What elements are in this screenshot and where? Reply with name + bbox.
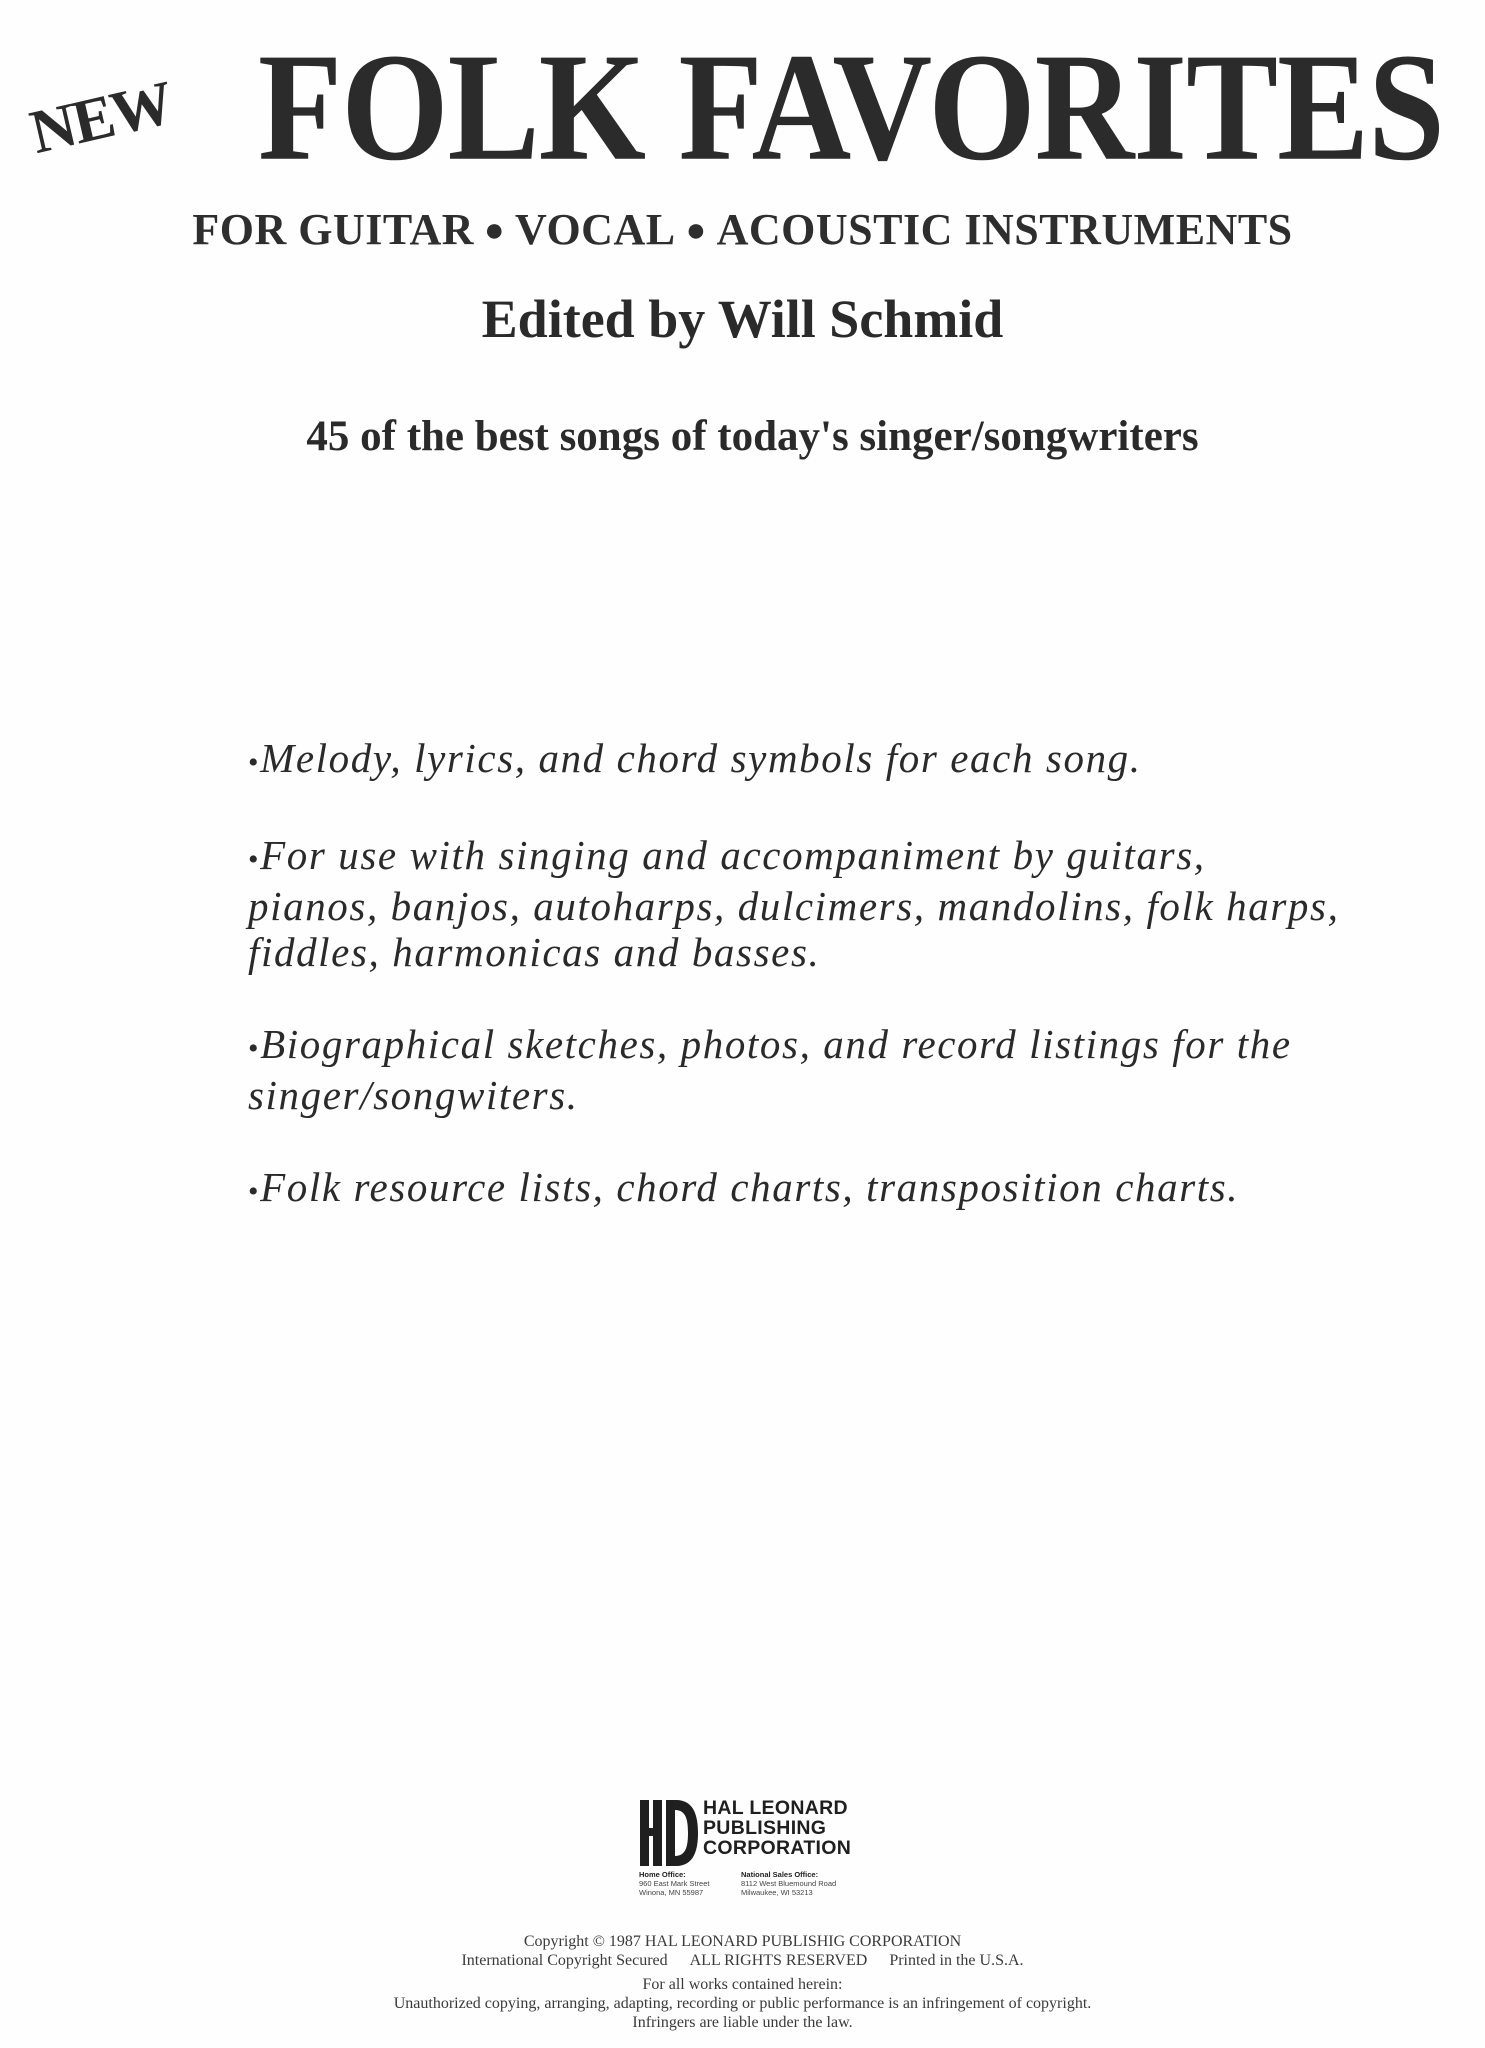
bullet-icon: •	[248, 843, 261, 876]
feature-item	[248, 1164, 1348, 1215]
hal-leonard-logo-icon	[636, 1798, 700, 1870]
copyright-line: Copyright © 1987 HAL LEONARD PUBLISHIG CORPORATION	[523, 1933, 962, 1950]
copyright-line: For all works contained herein:	[642, 1976, 843, 1993]
bullet-separator: ●	[685, 212, 707, 249]
office-label: National Sales Office:	[741, 1870, 819, 1879]
title-prefix: NEW	[24, 68, 179, 168]
subtitle-item: ACOUSTIC INSTRUMENTS	[716, 205, 1293, 254]
editor-credit: Edited by Will Schmid	[481, 289, 1004, 349]
publisher-name-line: HAL LEONARD	[703, 1797, 848, 1819]
home-office	[639, 1870, 709, 1897]
feature-item	[248, 832, 1348, 975]
copyright-part: International Copyright Secured	[461, 1952, 668, 1969]
copyright-part: Printed in the U.S.A.	[889, 1952, 1024, 1969]
feature-text: Biographical sketches, photos, and record listings for the singer/songwiters.	[248, 1021, 1292, 1118]
feature-text: For use with singing and accompaniment by guitars, pianos, banjos, autoharps, dulcimers, mandolins, folk harps, fiddles, harmonicas and basses.	[248, 832, 1340, 975]
bullet-icon: •	[248, 1175, 261, 1208]
feature-item	[248, 1021, 1348, 1118]
publisher-logo	[636, 1798, 896, 1928]
feature-text: Folk resource lists, chord charts, transposition charts.	[260, 1164, 1240, 1210]
bullet-icon: •	[248, 1032, 261, 1065]
office-address: 960 East Mark Street	[639, 1879, 710, 1888]
bullet-icon: •	[248, 746, 261, 779]
book-title: FOLK FAVORITES	[258, 21, 1444, 193]
subtitle-item: VOCAL	[515, 205, 676, 254]
copyright-rights-line	[0, 1951, 1485, 1970]
publisher-name	[703, 1798, 851, 1858]
feature-list	[248, 735, 1348, 1261]
publisher-name-line: PUBLISHING	[703, 1817, 827, 1839]
national-sales-office	[741, 1870, 836, 1897]
office-address: Milwaukee, WI 53213	[741, 1888, 813, 1897]
tagline: 45 of the best songs of today's singer/songwriters	[306, 413, 1199, 460]
subtitle	[0, 204, 1485, 255]
feature-text: Melody, lyrics, and chord symbols for each song.	[260, 735, 1142, 781]
feature-item	[248, 735, 1348, 786]
office-address: 8112 West Bluemound Road	[741, 1879, 837, 1888]
subtitle-item: FOR GUITAR	[192, 205, 474, 254]
office-address: Winona, MN 55987	[639, 1888, 704, 1897]
copyright-part: ALL RIGHTS RESERVED	[689, 1952, 868, 1969]
bullet-separator: ●	[484, 212, 506, 249]
publisher-name-line: CORPORATION	[703, 1837, 852, 1859]
copyright-line: Unauthorized copying, arranging, adapting, recording or public performance is an infringement of copyright.	[393, 1995, 1092, 2012]
office-label: Home Office:	[639, 1870, 686, 1879]
copyright-notice	[0, 1932, 1485, 2032]
copyright-line: Infringers are liable under the law.	[632, 2014, 853, 2031]
